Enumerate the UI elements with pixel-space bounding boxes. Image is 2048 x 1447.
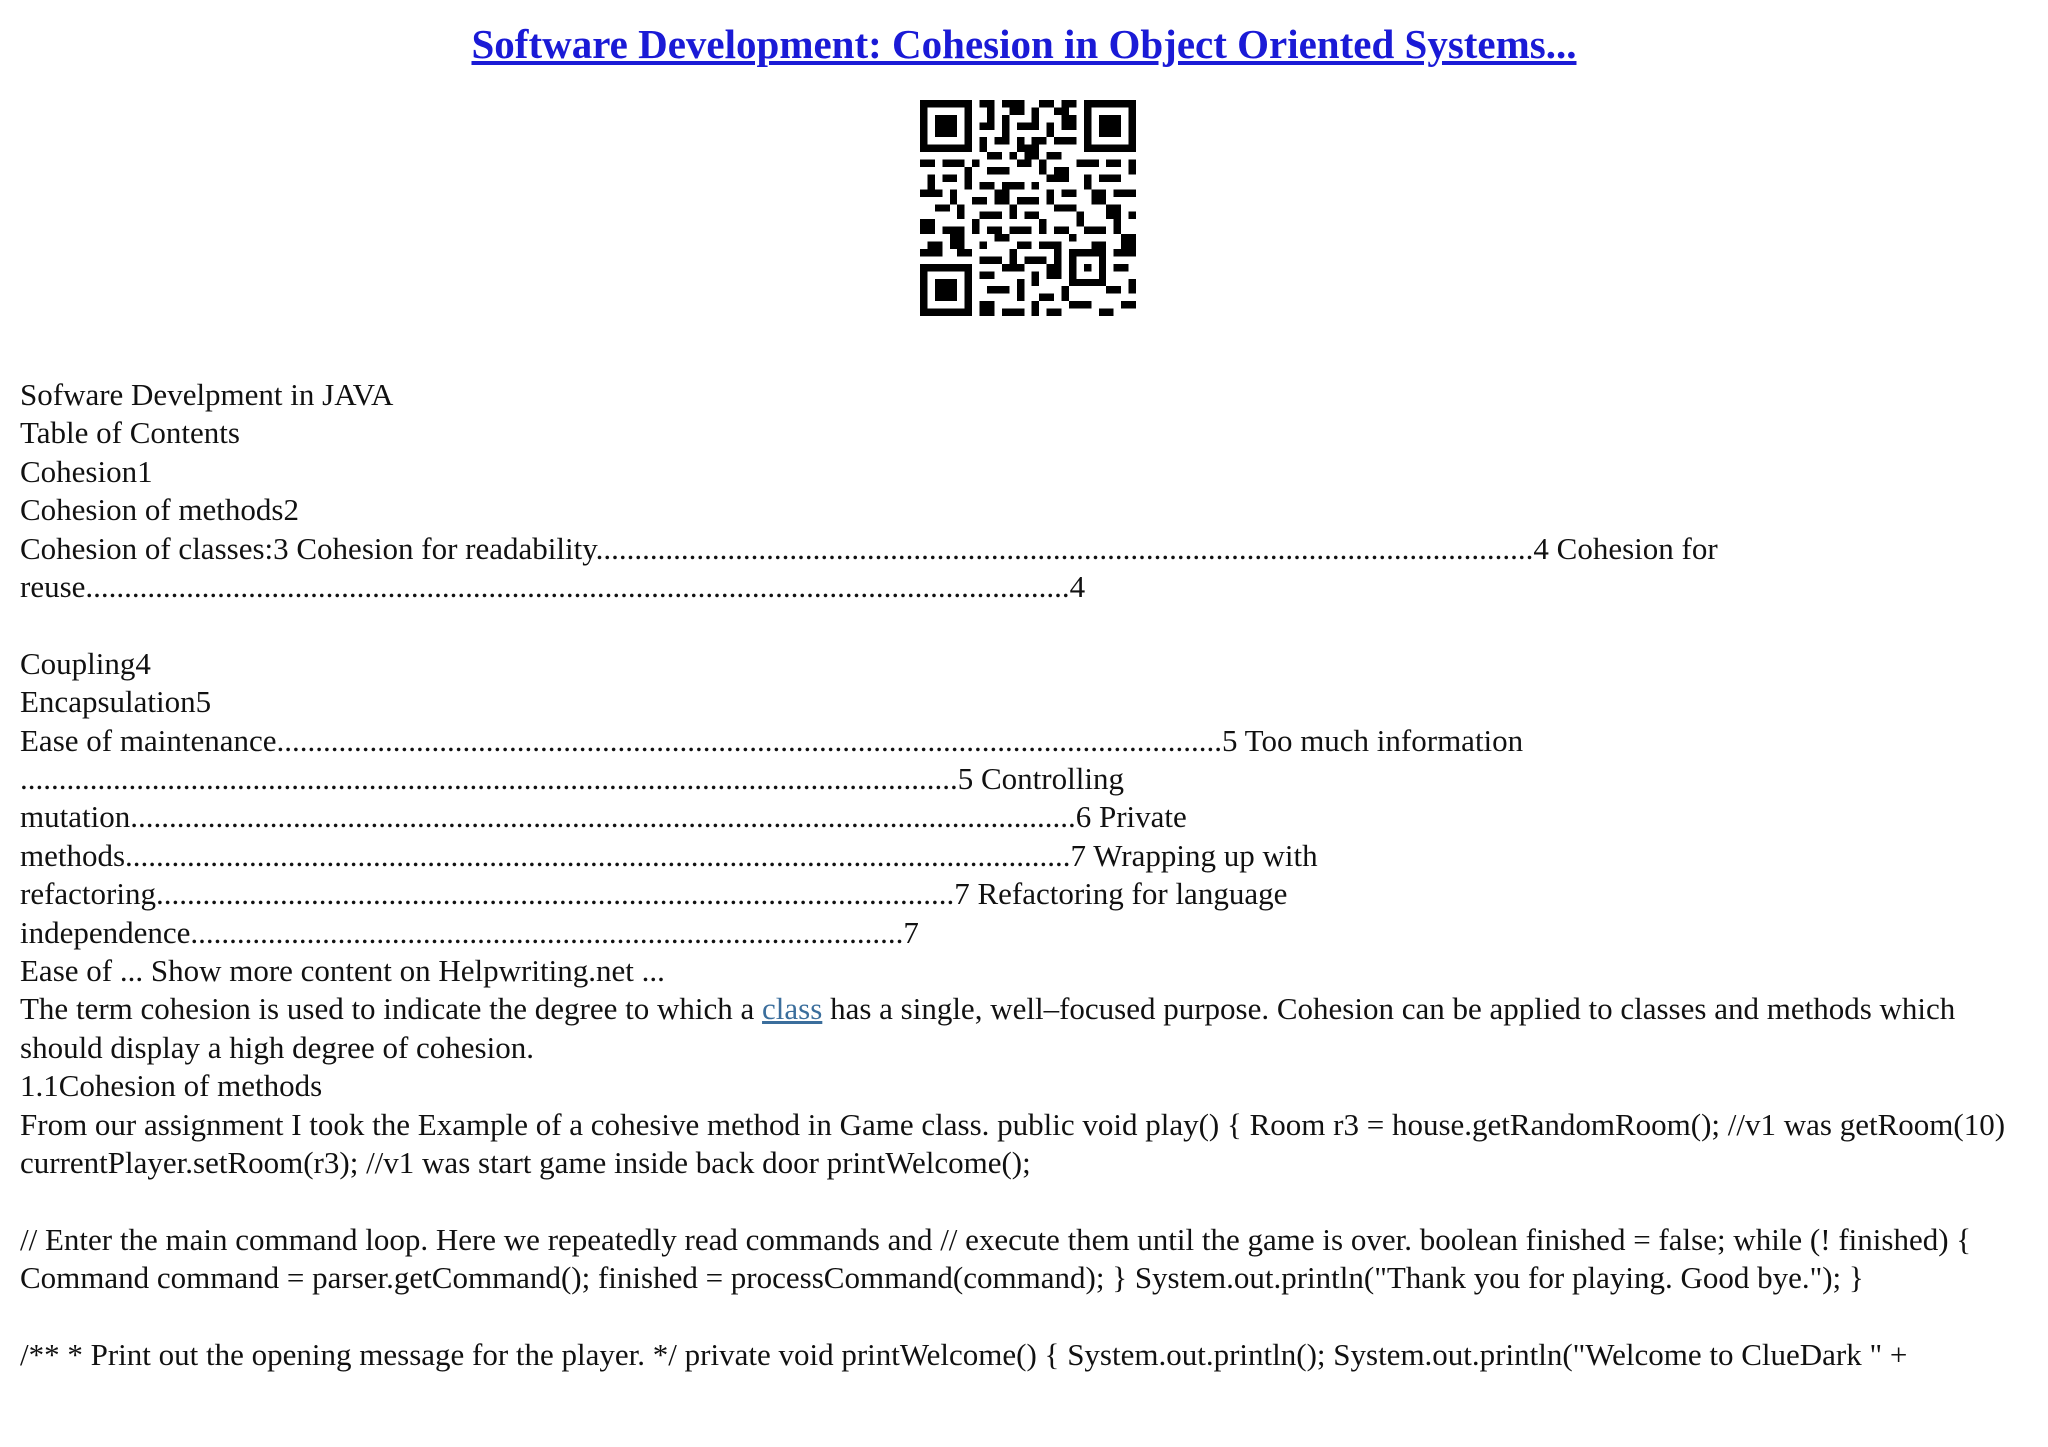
paragraph-code-3: /** * Print out the opening message for the player. */ private void printWelcome() { System.out.println(); System.out.println("Welcome to ClueDark " + <box>20 1337 1908 1373</box>
spacer <box>20 606 2030 644</box>
document-body <box>20 376 2030 1375</box>
paragraph-text: has a single, well–focused purpose. Cohesion can be applied to classes and methods which should display a high degree of cohesion. <box>20 991 1956 1065</box>
qr-code-icon <box>920 100 1136 316</box>
spacer <box>20 1183 2030 1221</box>
paragraph-intro <box>20 990 2030 1067</box>
toc-line: Cohesion1 <box>20 453 153 489</box>
spacer <box>20 1298 2030 1336</box>
toc-line: methods..........................................................................................................................7 Wrapping up with <box>20 837 1318 873</box>
show-more-text: Ease of ... Show more content on Helpwriting.net ... <box>20 953 665 989</box>
toc-line: refactoring.......................................................................................................7 Refactoring for language <box>20 876 1288 912</box>
toc-line: .........................................................................................................................5 Controlling <box>20 761 1124 797</box>
title-link[interactable]: Software Development: Cohesion in Object Oriented Systems... <box>471 21 1577 67</box>
toc-line: Ease of maintenance..........................................................................................................................5 Too much information <box>20 722 1524 758</box>
toc-line: independence............................................................................................7 <box>20 914 919 950</box>
toc-heading: Table of Contents <box>20 415 240 451</box>
toc-line: Coupling4 <box>20 645 151 681</box>
toc-line: mutation..........................................................................................................................6 Private <box>20 799 1187 835</box>
section-heading: 1.1Cohesion of methods <box>20 1068 323 1104</box>
toc-line: reuse...............................................................................................................................4 <box>20 569 1086 605</box>
page-title <box>0 14 2048 74</box>
doc-heading: Sofware Develpment in JAVA <box>20 377 394 412</box>
toc-line: Cohesion of methods2 <box>20 492 299 528</box>
paragraph-code-2: // Enter the main command loop. Here we repeatedly read commands and // execute them until the game is over. boolean finished = false; while (! finished) { Command command = parser.getCommand(); finished = processCommand(command); } System.out.println("Thank you for playing. Good bye."); } <box>20 1221 1972 1296</box>
paragraph-code-1: From our assignment I took the Example of a cohesive method in Game class. public void play() { Room r3 = house.getRandomRoom(); //v1 was getRoom(10) currentPlayer.setRoom(r3); //v1 was start game inside back door printWelcome(); <box>20 1106 2006 1181</box>
paragraph-text: The term cohesion is used to indicate the degree to which a <box>20 991 763 1027</box>
toc-line: Encapsulation5 <box>20 684 212 720</box>
class-link[interactable]: class <box>762 991 823 1027</box>
toc-line: Cohesion of classes:3 Cohesion for readability.........................................................................................................................4 Cohesion for <box>20 530 1718 566</box>
